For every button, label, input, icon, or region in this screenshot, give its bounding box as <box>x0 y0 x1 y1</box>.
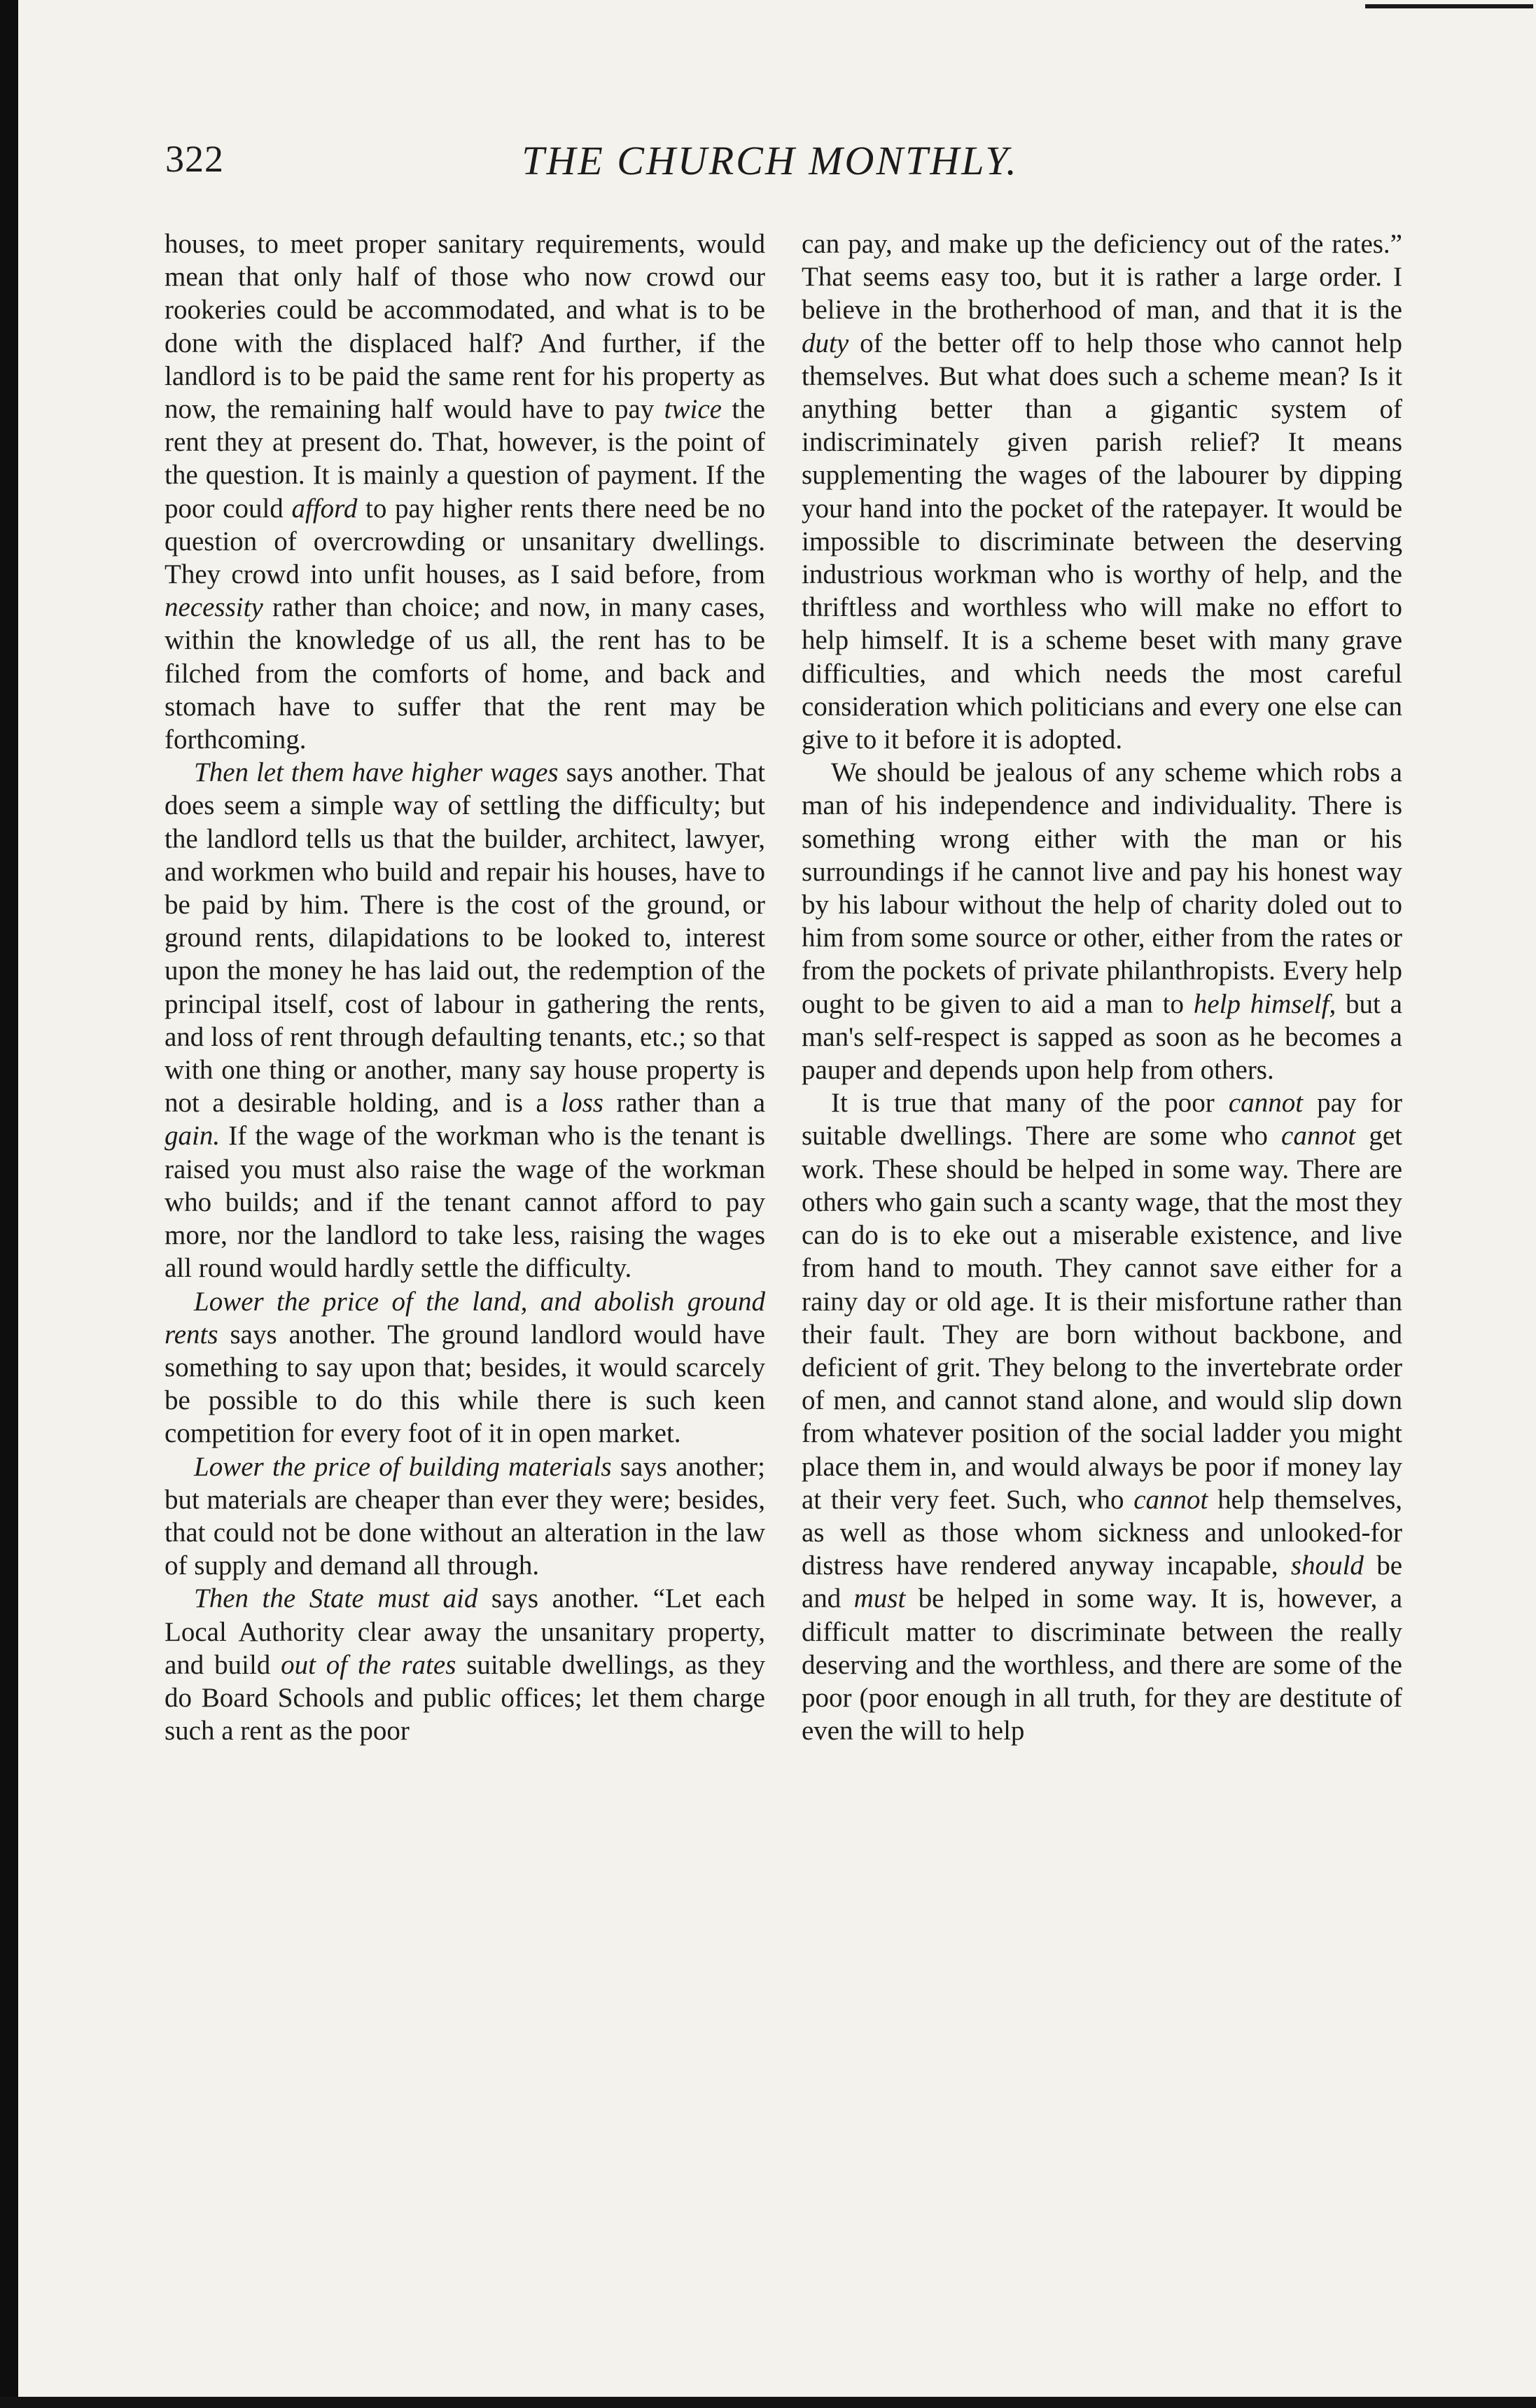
paragraph: Lower the price of building materials says another; but materials are cheaper than ever they were; besides, that could not be done without an alteration in the law of supply and demand all through. <box>165 1451 765 1581</box>
scan-bottom-edge <box>0 2397 1536 2408</box>
left-column <box>165 227 765 2328</box>
paragraph: It is true that many of the poor cannot pay for suitable dwellings. There are some who cannot get work. These should be helped in some way. There are others who gain such a scanty wage, that the most they can do is to eke out a miserable existence, and live from hand to mouth. They cannot save either for a rainy day or old age. It is their misfortune rather than their fault. They are born without backbone, and deficient of grit. They belong to the invertebrate order of men, and cannot stand alone, and would slip down from whatever position of the social ladder you might place them in, and would always be poor if money lay at their very feet. Such, who cannot help themselves, as well as those whom sickness and unlooked-for distress have rendered anyway incapable, should be and must be helped in some way. It is, however, a difficult matter to discriminate between the really deserving and the worthless, and there are some of the poor (poor enough in all truth, for they are destitute of even the will to help <box>802 1088 1402 1746</box>
paragraph: Lower the price of the land, and abolish ground rents says another. The ground landlord would have something to say upon that; besides, it would scarcely be possible to do this while there is such keen competition for every foot of it in open market. <box>165 1286 765 1449</box>
paragraph: Then let them have higher wages says another. That does seem a simple way of settling the difficulty; but the landlord tells us that the builder, architect, lawyer, and workmen who build and repair his houses, have to be paid by him. There is the cost of the ground, or ground rents, dilapidations to be looked to, interest upon the money he has laid out, the redemption of the principal itself, cost of labour in gathering the rents, and loss of rent through defaulting tenants, etc.; so that with one thing or another, many say house property is not a desirable holding, and is a loss rather than a gain. If the wage of the workman who is the tenant is raised you must also raise the wage of the workman who builds; and if the tenant cannot afford to pay more, nor the landlord to take less, raising the wages all round would hardly settle the difficulty. <box>165 757 765 1284</box>
page-number: 322 <box>165 138 224 180</box>
scan-top-rule <box>1365 4 1533 8</box>
paragraph: houses, to meet proper sanitary requirements, would mean that only half of those who now crowd our rookeries could be accommodated, and what is to be done with the displaced half? And further, if the landlord is to be paid the same rent for his property as now, the remaining half would have to pay twice the rent they at present do. That, however, is the point of the question. It is mainly a question of payment. If the poor could afford to pay higher rents there need be no question of overcrowding or unsanitary dwellings. They crowd into unfit houses, as I said before, from necessity rather than choice; and now, in many cases, within the knowledge of us all, the rent has to be filched from the comforts of home, and back and stomach have to suffer that the rent may be forthcoming. <box>165 229 765 755</box>
paragraph: can pay, and make up the deficiency out of the rates.” That seems easy too, but it is rather a large order. I believe in the brotherhood of man, and that it is the duty of the better off to help those who cannot help themselves. But what does such a scheme mean? Is it anything better than a gigantic system of indiscriminately given parish relief? It means supplementing the wages of the labourer by dipping your hand into the pocket of the ratepayer. It would be impossible to discriminate between the deserving industrious workman who is worthy of help, and the thriftless and worthless who will make no effort to help himself. It is a scheme beset with many grave difficulties, and which needs the most careful consideration which politicians and every one else can give to it before it is adopted. <box>802 229 1402 755</box>
right-column <box>802 227 1402 2328</box>
paragraph: We should be jealous of any scheme which robs a man of his independence and individuality. There is something wrong either with the man or his surroundings if he cannot live and pay his honest way by his labour without the help of charity doled out to him from some source or other, either from the rates or from the pockets of private philanthropists. Every help ought to be given to aid a man to help himself, but a man's self-respect is sapped as soon as he becomes a pauper and depends upon help from others. <box>802 757 1402 1086</box>
running-title: THE CHURCH MONTHLY. <box>522 138 1019 183</box>
scan-left-edge <box>0 0 18 2408</box>
paragraph: Then the State must aid says another. “Let each Local Authority clear away the unsanitary property, and build out of the rates suitable dwellings, as they do Board Schools and public offices; let them charge such a rent as the poor <box>165 1583 765 1746</box>
